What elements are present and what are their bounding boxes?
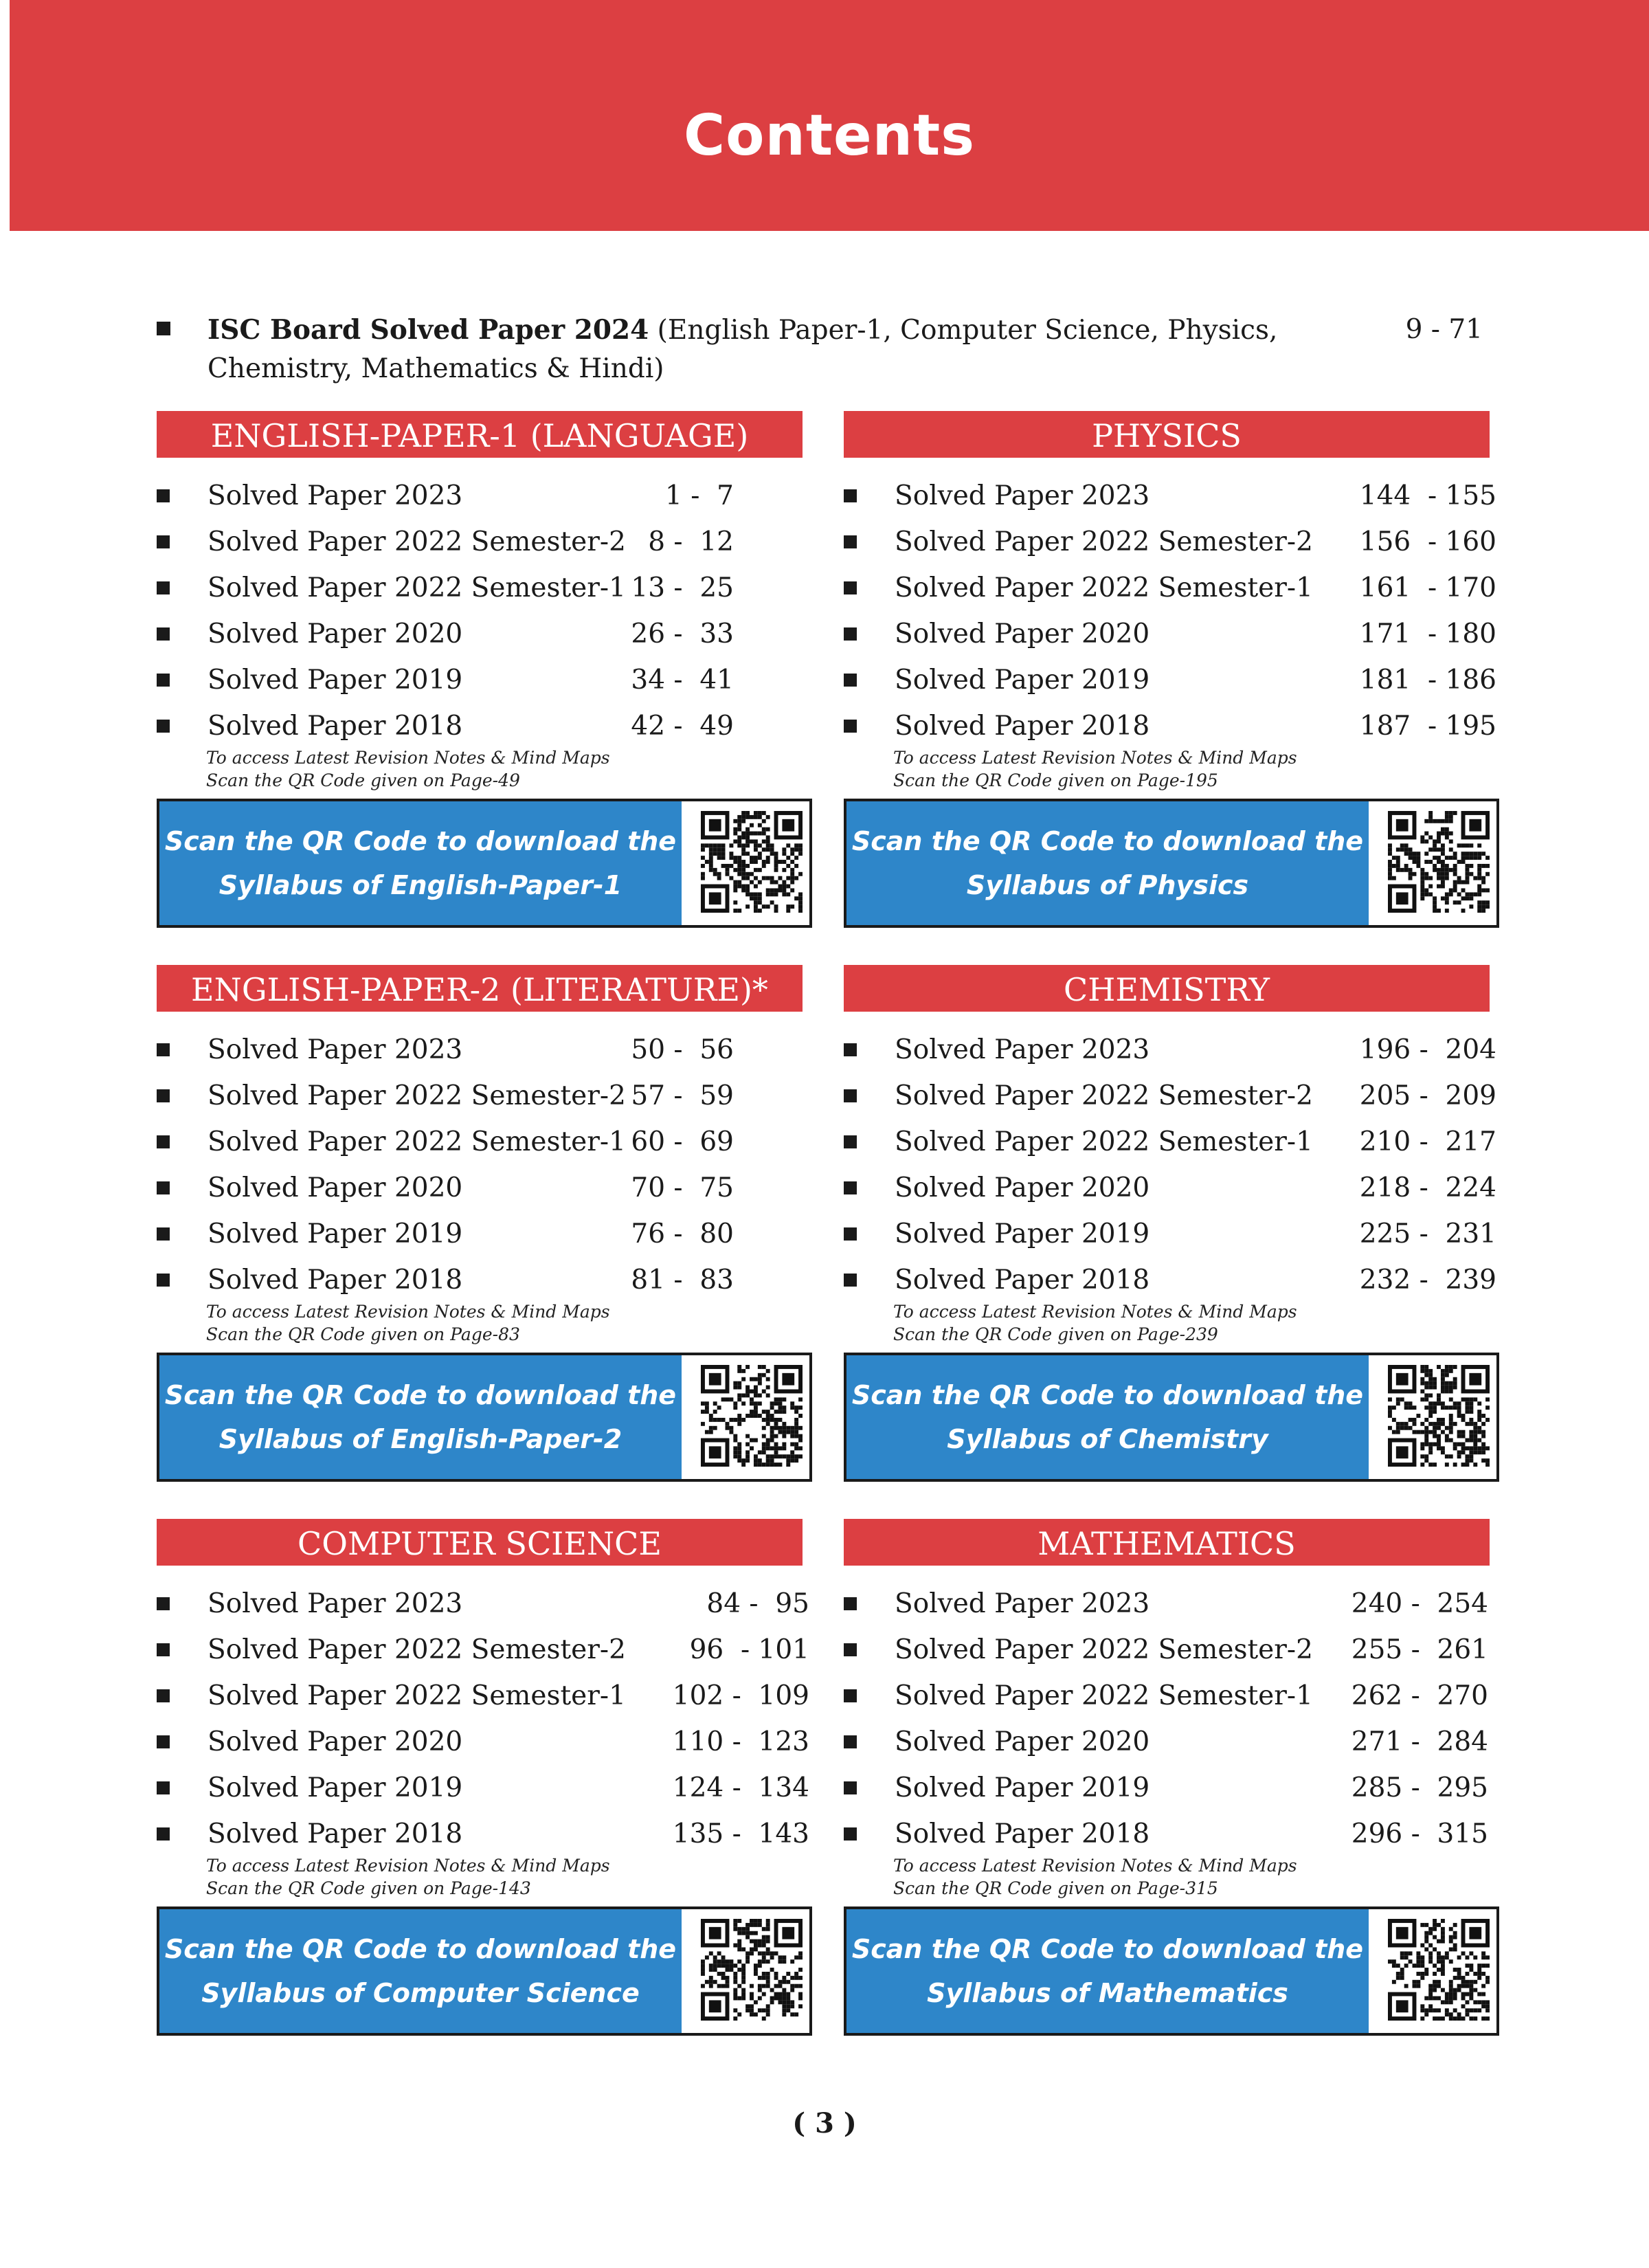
entry-pages: 124 - 134 bbox=[672, 1772, 809, 1803]
entry-label: Solved Paper 2023 bbox=[207, 1588, 463, 1619]
entry-label: Solved Paper 2023 bbox=[895, 1034, 1150, 1065]
bullet-icon bbox=[844, 1274, 857, 1287]
bullet-icon bbox=[844, 1735, 857, 1748]
list-item bbox=[844, 1722, 1488, 1763]
entry-label: Solved Paper 2022 Semester-1 bbox=[207, 572, 626, 603]
qr-caption-line: Syllabus of English-Paper-1 bbox=[218, 870, 622, 900]
qr-caption-line: Syllabus of Computer Science bbox=[201, 1978, 640, 2008]
list-item bbox=[157, 476, 734, 517]
qr-caption-line: Scan the QR Code to download the bbox=[851, 1934, 1364, 1964]
entry-pages: 110 - 123 bbox=[672, 1726, 809, 1757]
entry-label: Solved Paper 2022 Semester-2 bbox=[895, 1080, 1313, 1111]
qr-caption-line: Syllabus of Mathematics bbox=[927, 1978, 1288, 2008]
qr-download-box bbox=[844, 1906, 1499, 2036]
bullet-icon bbox=[157, 627, 170, 641]
intro-pages: 9 - 71 bbox=[1405, 314, 1483, 345]
entry-pages: 218 - 224 bbox=[1359, 1172, 1496, 1203]
list-item bbox=[157, 1676, 809, 1717]
section-title: COMPUTER SCIENCE bbox=[157, 1519, 803, 1566]
bullet-icon bbox=[157, 1181, 170, 1194]
contents-header bbox=[10, 0, 1649, 231]
entry-pages: 232 - 239 bbox=[1359, 1265, 1496, 1296]
bullet-icon bbox=[844, 720, 857, 733]
list-item bbox=[844, 614, 1496, 655]
entry-pages: 210 - 217 bbox=[1359, 1126, 1496, 1157]
qr-caption-line: Syllabus of English-Paper-2 bbox=[218, 1424, 622, 1454]
section-chemistry bbox=[844, 965, 1531, 1487]
qr-caption-line: Syllabus of Chemistry bbox=[947, 1424, 1268, 1454]
page-title: Contents bbox=[683, 102, 976, 168]
list-item bbox=[844, 1768, 1488, 1809]
entry-label: Solved Paper 2019 bbox=[207, 1219, 463, 1249]
bullet-icon bbox=[157, 1274, 170, 1287]
page-number: ( 3 ) bbox=[792, 2107, 857, 2139]
section-english-paper-1-language bbox=[157, 411, 844, 933]
qr-caption bbox=[159, 1355, 682, 1479]
qr-download-box bbox=[157, 1353, 812, 1482]
bullet-icon bbox=[157, 674, 170, 687]
entry-label: Solved Paper 2020 bbox=[895, 1726, 1150, 1757]
bullet-icon bbox=[157, 581, 170, 594]
revision-note bbox=[893, 746, 1297, 792]
revision-note bbox=[206, 1854, 610, 1900]
intro-text bbox=[207, 311, 1321, 388]
list-item bbox=[157, 1168, 734, 1209]
bullet-icon bbox=[844, 1181, 857, 1194]
bullet-icon bbox=[844, 627, 857, 641]
bullet-icon bbox=[157, 1043, 170, 1056]
revision-note bbox=[206, 746, 610, 792]
entry-label: Solved Paper 2022 Semester-1 bbox=[207, 1680, 626, 1711]
list-item bbox=[157, 568, 734, 609]
entry-pages: 161 - 170 bbox=[1359, 572, 1496, 603]
bullet-icon bbox=[157, 1089, 170, 1102]
qr-caption bbox=[846, 1355, 1369, 1479]
entry-label: Solved Paper 2020 bbox=[207, 1726, 463, 1757]
qr-download-box bbox=[157, 1906, 812, 2036]
list-item bbox=[157, 1583, 809, 1625]
entry-pages: 8 - 12 bbox=[648, 526, 734, 557]
note-line: Scan the QR Code given on Page-315 bbox=[893, 1878, 1218, 1898]
note-line: To access Latest Revision Notes & Mind Maps bbox=[893, 748, 1297, 768]
entry-label: Solved Paper 2020 bbox=[207, 619, 463, 649]
entry-pages: 34 - 41 bbox=[631, 665, 734, 696]
note-line: Scan the QR Code given on Page-49 bbox=[206, 770, 520, 790]
entry-pages: 171 - 180 bbox=[1359, 619, 1496, 649]
note-line: To access Latest Revision Notes & Mind Maps bbox=[206, 1302, 610, 1322]
list-item bbox=[844, 1676, 1488, 1717]
entry-label: Solved Paper 2022 Semester-1 bbox=[895, 572, 1313, 603]
revision-note bbox=[893, 1300, 1297, 1346]
entry-label: Solved Paper 2022 Semester-1 bbox=[895, 1126, 1313, 1157]
list-item bbox=[844, 1260, 1496, 1301]
entry-label: Solved Paper 2019 bbox=[895, 1219, 1150, 1249]
entry-label: Solved Paper 2020 bbox=[895, 1172, 1150, 1203]
qr-caption bbox=[159, 801, 682, 925]
entry-pages: 96 - 101 bbox=[689, 1634, 809, 1665]
entry-pages: 26 - 33 bbox=[631, 619, 734, 649]
qr-download-box bbox=[844, 799, 1499, 928]
bullet-icon bbox=[157, 489, 170, 502]
qr-caption-line: Scan the QR Code to download the bbox=[851, 826, 1364, 856]
list-item bbox=[157, 1260, 734, 1301]
list-item bbox=[844, 1076, 1496, 1117]
list-item bbox=[157, 1076, 734, 1117]
bullet-icon bbox=[157, 1735, 170, 1748]
entry-pages: 1 - 7 bbox=[665, 480, 734, 511]
list-item bbox=[157, 1214, 734, 1255]
bullet-icon bbox=[844, 535, 857, 548]
entry-label: Solved Paper 2022 Semester-2 bbox=[895, 1634, 1313, 1665]
bullet-icon bbox=[844, 1597, 857, 1610]
entry-pages: 76 - 80 bbox=[631, 1219, 734, 1249]
entry-pages: 144 - 155 bbox=[1359, 480, 1496, 511]
entry-label: Solved Paper 2019 bbox=[895, 665, 1150, 696]
section-title: ENGLISH-PAPER-1 (LANGUAGE) bbox=[157, 411, 803, 458]
qr-code-icon bbox=[1388, 811, 1490, 913]
qr-caption bbox=[846, 801, 1369, 925]
entry-label: Solved Paper 2023 bbox=[207, 1034, 463, 1065]
entry-pages: 205 - 209 bbox=[1359, 1080, 1496, 1111]
bullet-icon bbox=[157, 1135, 170, 1148]
entry-label: Solved Paper 2018 bbox=[207, 711, 463, 742]
bullet-icon bbox=[844, 581, 857, 594]
entry-pages: 42 - 49 bbox=[631, 711, 734, 742]
list-item bbox=[844, 1122, 1496, 1163]
qr-caption-line: Scan the QR Code to download the bbox=[164, 1380, 677, 1410]
list-item bbox=[157, 1814, 809, 1855]
qr-code-icon bbox=[701, 1365, 803, 1467]
entry-pages: 84 - 95 bbox=[706, 1588, 809, 1619]
qr-code-icon bbox=[701, 811, 803, 913]
intro-rest: (English Paper-1, Computer Science, Physics, Chemistry, Mathematics & Hindi) bbox=[207, 315, 1278, 384]
qr-code-icon bbox=[701, 1919, 803, 2021]
entry-label: Solved Paper 2019 bbox=[895, 1772, 1150, 1803]
list-item bbox=[844, 1030, 1496, 1071]
section-title: PHYSICS bbox=[844, 411, 1490, 458]
list-item bbox=[157, 1768, 809, 1809]
entry-pages: 296 - 315 bbox=[1351, 1819, 1488, 1849]
list-item bbox=[157, 614, 734, 655]
list-item bbox=[844, 522, 1496, 563]
bullet-icon bbox=[157, 1643, 170, 1656]
entry-pages: 13 - 25 bbox=[631, 572, 734, 603]
bullet-icon bbox=[844, 1827, 857, 1841]
section-mathematics bbox=[844, 1519, 1531, 2041]
bullet-icon bbox=[157, 1227, 170, 1241]
entry-pages: 181 - 186 bbox=[1359, 665, 1496, 696]
section-title: ENGLISH-PAPER-2 (LITERATURE)* bbox=[157, 965, 803, 1012]
entry-label: Solved Paper 2018 bbox=[895, 1265, 1150, 1296]
bullet-icon bbox=[844, 1089, 857, 1102]
list-item bbox=[844, 660, 1496, 701]
bullet-icon bbox=[844, 1043, 857, 1056]
entry-pages: 81 - 83 bbox=[631, 1265, 734, 1296]
entry-pages: 102 - 109 bbox=[672, 1680, 809, 1711]
intro-bold: ISC Board Solved Paper 2024 bbox=[207, 314, 649, 346]
list-item bbox=[844, 1814, 1488, 1855]
bullet-icon bbox=[844, 1643, 857, 1656]
entry-label: Solved Paper 2019 bbox=[207, 1772, 463, 1803]
bullet-icon bbox=[157, 535, 170, 548]
list-item bbox=[157, 660, 734, 701]
entry-pages: 225 - 231 bbox=[1359, 1219, 1496, 1249]
bullet-icon bbox=[844, 1227, 857, 1241]
section-title: MATHEMATICS bbox=[844, 1519, 1490, 1566]
list-item bbox=[157, 1630, 809, 1671]
entry-label: Solved Paper 2022 Semester-2 bbox=[895, 526, 1313, 557]
bullet-icon bbox=[157, 1689, 170, 1702]
qr-caption-line: Scan the QR Code to download the bbox=[164, 1934, 677, 1964]
bullet-icon bbox=[157, 1781, 170, 1794]
note-line: Scan the QR Code given on Page-195 bbox=[893, 770, 1218, 790]
list-item bbox=[844, 476, 1496, 517]
note-line: Scan the QR Code given on Page-143 bbox=[206, 1878, 531, 1898]
qr-caption bbox=[846, 1909, 1369, 2033]
bullet-icon bbox=[157, 1827, 170, 1841]
entry-pages: 271 - 284 bbox=[1351, 1726, 1488, 1757]
entry-pages: 135 - 143 bbox=[672, 1819, 809, 1849]
entry-label: Solved Paper 2020 bbox=[895, 619, 1150, 649]
entry-label: Solved Paper 2022 Semester-1 bbox=[895, 1680, 1313, 1711]
list-item bbox=[157, 706, 734, 747]
section-physics bbox=[844, 411, 1531, 933]
qr-caption-line: Scan the QR Code to download the bbox=[164, 826, 677, 856]
note-line: To access Latest Revision Notes & Mind Maps bbox=[206, 748, 610, 768]
entry-label: Solved Paper 2022 Semester-2 bbox=[207, 1080, 626, 1111]
entry-pages: 196 - 204 bbox=[1359, 1034, 1496, 1065]
qr-caption bbox=[159, 1909, 682, 2033]
entry-pages: 60 - 69 bbox=[631, 1126, 734, 1157]
section-computer-science bbox=[157, 1519, 844, 2041]
qr-code-icon bbox=[1388, 1365, 1490, 1467]
list-item bbox=[844, 568, 1496, 609]
bullet-icon bbox=[157, 1597, 170, 1610]
entry-pages: 57 - 59 bbox=[631, 1080, 734, 1111]
list-item bbox=[157, 1722, 809, 1763]
qr-caption-line: Scan the QR Code to download the bbox=[851, 1380, 1364, 1410]
entry-pages: 240 - 254 bbox=[1351, 1588, 1488, 1619]
qr-code-icon bbox=[1388, 1919, 1490, 2021]
list-item bbox=[844, 706, 1496, 747]
bullet-icon bbox=[844, 1689, 857, 1702]
list-item bbox=[157, 1122, 734, 1163]
entry-label: Solved Paper 2018 bbox=[207, 1265, 463, 1296]
entry-label: Solved Paper 2018 bbox=[895, 1819, 1150, 1849]
note-line: Scan the QR Code given on Page-239 bbox=[893, 1324, 1218, 1344]
bullet-icon bbox=[157, 720, 170, 733]
revision-note bbox=[893, 1854, 1297, 1900]
entry-label: Solved Paper 2022 Semester-1 bbox=[207, 1126, 626, 1157]
qr-caption-line: Syllabus of Physics bbox=[966, 870, 1249, 900]
revision-note bbox=[206, 1300, 610, 1346]
bullet-icon bbox=[157, 322, 170, 335]
entry-pages: 285 - 295 bbox=[1351, 1772, 1488, 1803]
entry-label: Solved Paper 2023 bbox=[207, 480, 463, 511]
bullet-icon bbox=[844, 674, 857, 687]
entry-label: Solved Paper 2018 bbox=[207, 1819, 463, 1849]
entry-label: Solved Paper 2020 bbox=[207, 1172, 463, 1203]
list-item bbox=[844, 1583, 1488, 1625]
entry-label: Solved Paper 2018 bbox=[895, 711, 1150, 742]
section-english-paper-2-literature bbox=[157, 965, 844, 1487]
list-item bbox=[157, 522, 734, 563]
note-line: Scan the QR Code given on Page-83 bbox=[206, 1324, 520, 1344]
intro-entry bbox=[157, 311, 1483, 393]
qr-download-box bbox=[157, 799, 812, 928]
section-title: CHEMISTRY bbox=[844, 965, 1490, 1012]
entry-label: Solved Paper 2023 bbox=[895, 1588, 1150, 1619]
bullet-icon bbox=[844, 1781, 857, 1794]
entry-pages: 156 - 160 bbox=[1359, 526, 1496, 557]
note-line: To access Latest Revision Notes & Mind Maps bbox=[893, 1302, 1297, 1322]
entry-pages: 50 - 56 bbox=[631, 1034, 734, 1065]
list-item bbox=[157, 1030, 734, 1071]
bullet-icon bbox=[844, 489, 857, 502]
list-item bbox=[844, 1630, 1488, 1671]
entry-label: Solved Paper 2022 Semester-2 bbox=[207, 526, 626, 557]
entry-label: Solved Paper 2023 bbox=[895, 480, 1150, 511]
entry-pages: 255 - 261 bbox=[1351, 1634, 1488, 1665]
note-line: To access Latest Revision Notes & Mind Maps bbox=[206, 1856, 610, 1876]
list-item bbox=[844, 1168, 1496, 1209]
entry-pages: 262 - 270 bbox=[1351, 1680, 1488, 1711]
entry-pages: 70 - 75 bbox=[631, 1172, 734, 1203]
entry-pages: 187 - 195 bbox=[1359, 711, 1496, 742]
qr-download-box bbox=[844, 1353, 1499, 1482]
list-item bbox=[844, 1214, 1496, 1255]
entry-label: Solved Paper 2019 bbox=[207, 665, 463, 696]
note-line: To access Latest Revision Notes & Mind Maps bbox=[893, 1856, 1297, 1876]
entry-label: Solved Paper 2022 Semester-2 bbox=[207, 1634, 626, 1665]
bullet-icon bbox=[844, 1135, 857, 1148]
